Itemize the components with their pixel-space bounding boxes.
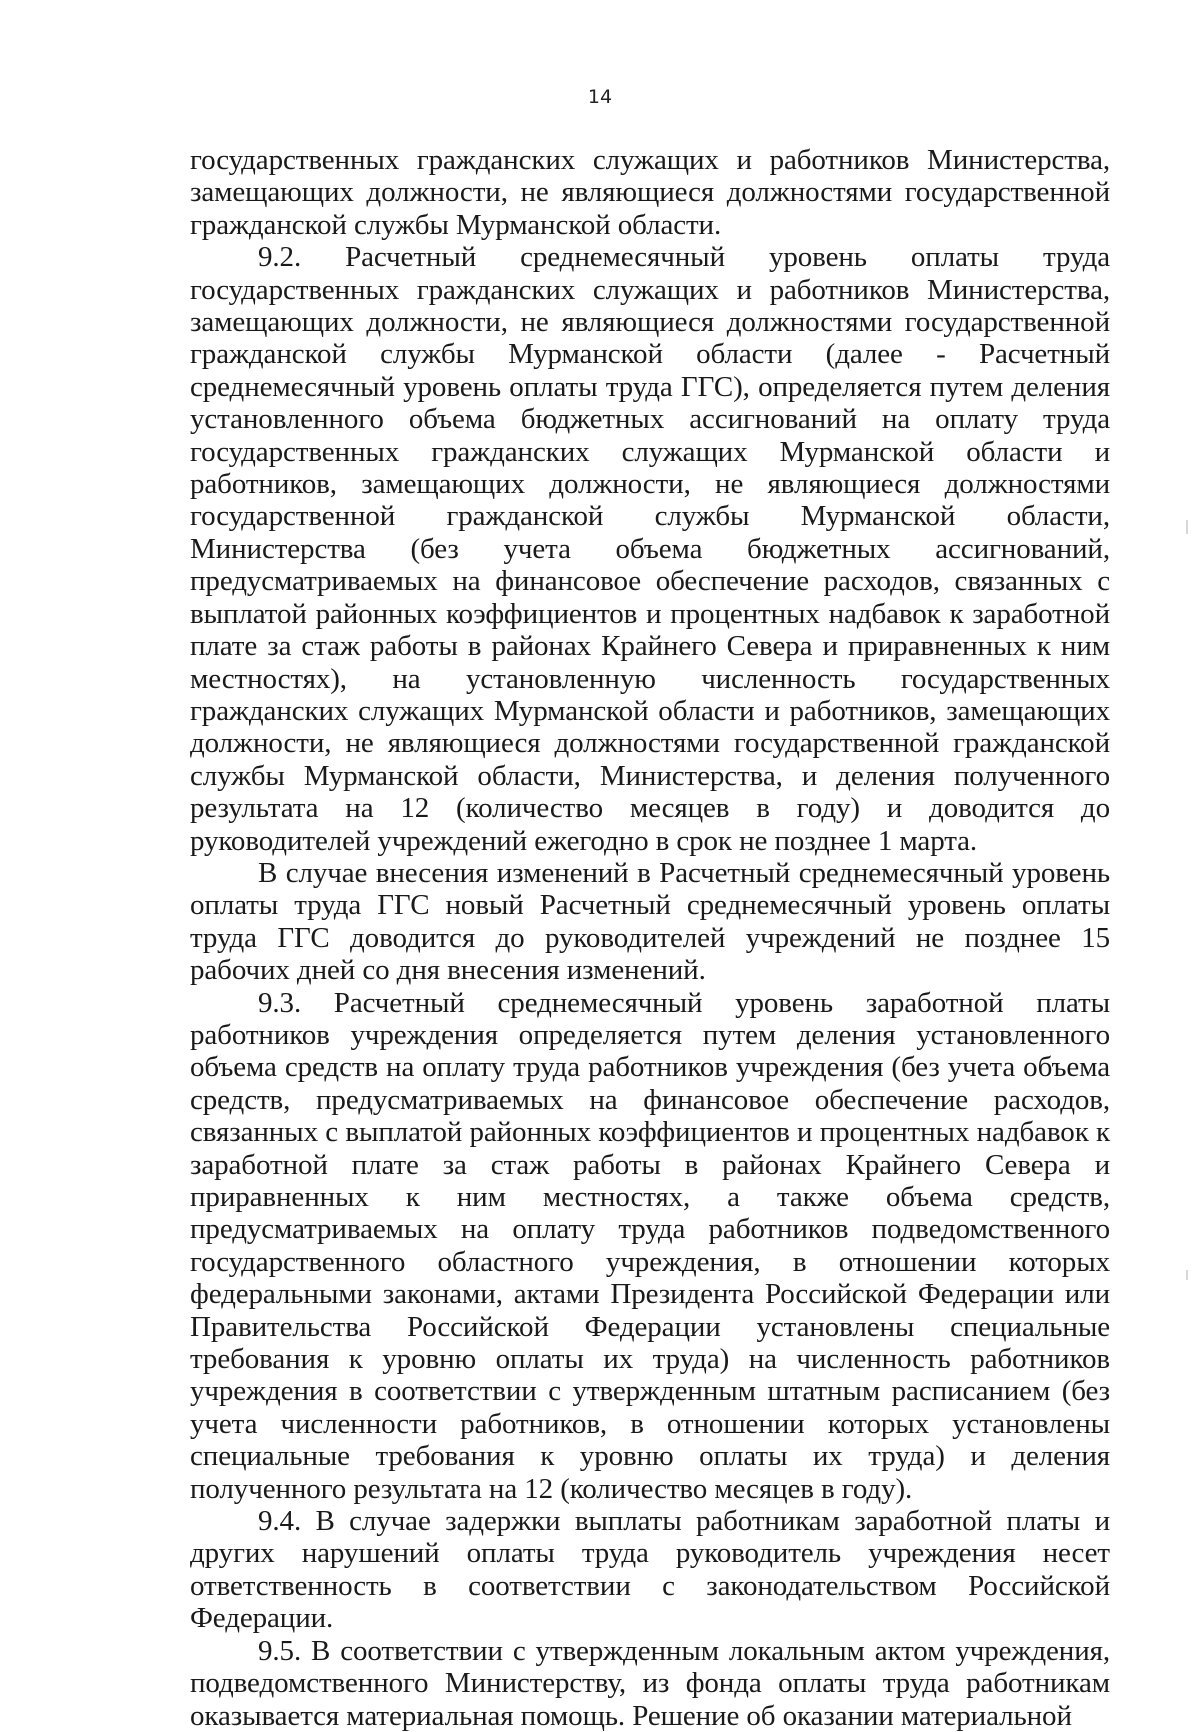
paragraph-9-5: 9.5. В соответствии с утвержденным локальным актом учреждения, подведомственного Министерству, из фонда оплаты труда работникам оказывается материальная помощь. Решение об оказании материальной [190, 1634, 1110, 1732]
paragraph-9-2: 9.2. Расчетный среднемесячный уровень оплаты труда государственных гражданских служащих и работников Министерства, замещающих должности, не являющиеся должностями государственной гражданской службы Мурманской области (далее - Расчетный среднемесячный уровень оплаты труда ГГС), определяется путем деления установленного объема бюджетных ассигнований на оплату труда государственных гражданских служащих Мурманской области и работников, замещающих должности, не являющиеся должностями государственной гражданской службы Мурманской области, Министерства (без учета объема бюджетных ассигнований, предусматриваемых на финансовое обеспечение расходов, связанных с выплатой районных коэффициентов и процентных надбавок к заработной плате за стаж работы в районах Крайнего Севера и приравненных к ним местностях), на установленную численность государственных гражданских служащих Мурманской области и работников, замещающих должности, не являющиеся должностями государственной гражданской службы Мурманской области, Министерства, и деления полученного результата на 12 (количество месяцев в году) и доводится до руководителей учреждений ежегодно в срок не позднее 1 марта. [190, 241, 1110, 857]
paragraph-9-4: 9.4. В случае задержки выплаты работникам заработной платы и других нарушений оплаты труда руководитель учреждения несет ответственность в соответствии с законодательством Российской Федерации. [190, 1505, 1110, 1635]
scan-artifact [1186, 520, 1188, 534]
page-number: 14 [587, 86, 613, 108]
document-body [190, 144, 1110, 1732]
paragraph-9-2-amendment: В случае внесения изменений в Расчетный среднемесячный уровень оплаты труда ГГС новый Расчетный среднемесячный уровень оплаты труда ГГС доводится до руководителей учреждений не позднее 15 рабочих дней со дня внесения изменений. [190, 856, 1110, 987]
scan-artifact [1186, 1270, 1188, 1280]
paragraph-9-3: 9.3. Расчетный среднемесячный уровень заработной платы работников учреждения определяется путем деления установленного объема средств на оплату труда работников учреждения (без учета объема средств, предусматриваемых на финансовое обеспечение расходов, связанных с выплатой районных коэффициентов и процентных надбавок к заработной плате за стаж работы в районах Крайнего Севера и приравненных к ним местностях, а также объема средств, предусматриваемых на оплату труда работников подведомственного государственного областного учреждения, в отношении которых федеральными законами, актами Президента Российской Федерации или Правительства Российской Федерации установлены специальные требования к уровню оплаты их труда) на численность работников учреждения в соответствии с утвержденным штатным расписанием (без учета численности работников, в отношении которых установлены специальные требования к уровню оплаты их труда) и деления полученного результата на 12 (количество месяцев в году). [190, 986, 1110, 1505]
paragraph-continuation: государственных гражданских служащих и работников Министерства, замещающих должности, не являющиеся должностями государственной гражданской службы Мурманской области. [190, 144, 1110, 241]
